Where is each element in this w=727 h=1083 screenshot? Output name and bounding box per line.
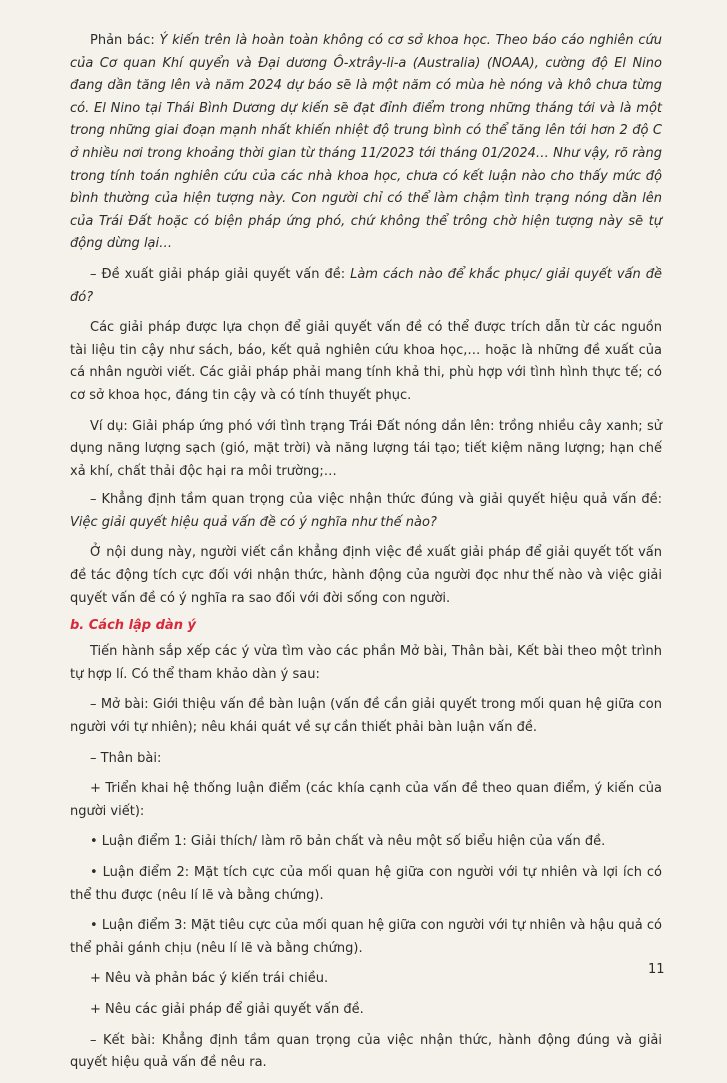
solutions-paragraph: Các giải pháp được lựa chọn để giải quyết vấn đề có thể được trích dẫn từ các nguồn tài liệu tin cậy như sách, báo, kết quả nghiên cứu khoa học,… hoặc là những đề xuất của cá nhân người viết. Các giải pháp phải mang tính khả thi, phù hợp với tình hình thực tế; có cơ sở khoa học, đáng tin cậy và có tính thuyết phục. xyxy=(70,320,662,403)
outline-ket-bai: – Kết bài: Khẳng định tầm quan trọng của việc nhận thức, hành động đúng và giải quyết hiệu quả vấn đề nêu ra. xyxy=(70,1032,662,1071)
propose-lead: – Đề xuất giải pháp giải quyết vấn đề: xyxy=(90,266,351,282)
section-heading: b. Cách lập dàn ý xyxy=(70,618,196,634)
affirm-question: Việc giải quyết hiệu quả vấn đề có ý nghĩa như thế nào? xyxy=(70,514,437,530)
rebuttal-lead: Phản bác: xyxy=(90,33,160,48)
outline-phan-bac: + Nêu và phản bác ý kiến trái chiều. xyxy=(90,971,329,987)
outline-intro: Tiến hành sắp xếp các ý vừa tìm vào các phần Mở bài, Thân bài, Kết bài theo một trình tự hợp lí. Có thể tham khảo dàn ý sau: xyxy=(70,644,662,682)
affirm-lead: – Khẳng định tầm quan trọng của việc nhận thức đúng và giải quyết hiệu quả vấn đề: xyxy=(90,492,662,508)
affirm-explanation: Ở nội dung này, người viết cần khẳng định việc đề xuất giải pháp để giải quyết tốt vấn đề tác động tích cực đối với nhận thức, hành động của người đọc như thế nào và việc giải quyết vấn đề có ý nghĩa ra sao đối với đời sống con người. xyxy=(70,545,662,606)
rebuttal-text: Ý kiến trên là hoàn toàn không có cơ sở khoa học. Theo báo cáo nghiên cứu của Cơ quan Khí quyển và Đại dương Ô-xtrây-li-a (Australia) (NOAA), cường độ El Nino đang dần tăng lên và năm 2024 dự báo sẽ là một năm có mùa hè nóng và khô chưa từng có. El Nino tại Thái Bình Dương dự kiến sẽ đạt đỉnh điểm trong những tháng tới và là một trong những giai đoạn mạnh nhất khiến nhiệt độ trung bình có thể tăng lên tới hơn 2 độ C ở nhiều nơi trong khoảng thời gian từ tháng 11/2023 tới tháng 01/2024… Như vậy, rõ ràng trong tính toán nghiên cứu của các nhà khoa học, chưa có kết luận nào cho thấy mức độ bình thường của hiện tượng này. Con người chỉ có thể làm chậm tình trạng nóng dần lên của Trái Đất hoặc có biện pháp ứng phó, chứ không thể trông chờ hiện tượng này sẽ tự động dừng lại… xyxy=(70,33,662,252)
example-paragraph: Ví dụ: Giải pháp ứng phó với tình trạng Trái Đất nóng dần lên: trồng nhiều cây xanh; sử dụng năng lượng sạch (gió, mặt trời) và năng lượng tái tạo; tiết kiệm năng lượng; hạn chế xả khí, chất thải độc hại ra môi trường;… xyxy=(70,418,662,479)
propose-question: Làm cách nào để khắc phục/ giải quyết vấn đề đó? xyxy=(70,266,662,305)
propose-paragraph xyxy=(70,264,662,309)
outline-giai-phap: + Nêu các giải pháp để giải quyết vấn đề. xyxy=(90,1001,364,1017)
page-content xyxy=(70,30,662,1083)
affirm-paragraph xyxy=(70,489,662,534)
outline-luan-diem-3: • Luận điểm 3: Mặt tiêu cực của mối quan hệ giữa con người với tự nhiên và hậu quả có thể phải gánh chịu (nêu lí lẽ và bằng chứng). xyxy=(70,918,662,956)
outline-mo-bai: – Mở bài: Giới thiệu vấn đề bàn luận (vấn đề cần giải quyết trong mối quan hệ giữa con người với tự nhiên); nêu khái quát về sự cần thiết phải bàn luận vấn đề. xyxy=(70,697,662,736)
rebuttal-paragraph xyxy=(70,30,662,256)
outline-luan-diem-2: • Luận điểm 2: Mặt tích cực của mối quan hệ giữa con người với tự nhiên và lợi ích có thể thu được (nêu lí lẽ và bằng chứng). xyxy=(70,865,662,903)
outline-than-bai: – Thân bài: xyxy=(90,750,162,766)
outline-luan-diem-1: • Luận điểm 1: Giải thích/ làm rõ bản chất và nêu một số biểu hiện của vấn đề. xyxy=(90,834,606,850)
outline-he-thong: + Triển khai hệ thống luận điểm (các khía cạnh của vấn đề theo quan điểm, ý kiến của người viết): xyxy=(70,781,662,819)
page-number: 11 xyxy=(648,962,665,977)
